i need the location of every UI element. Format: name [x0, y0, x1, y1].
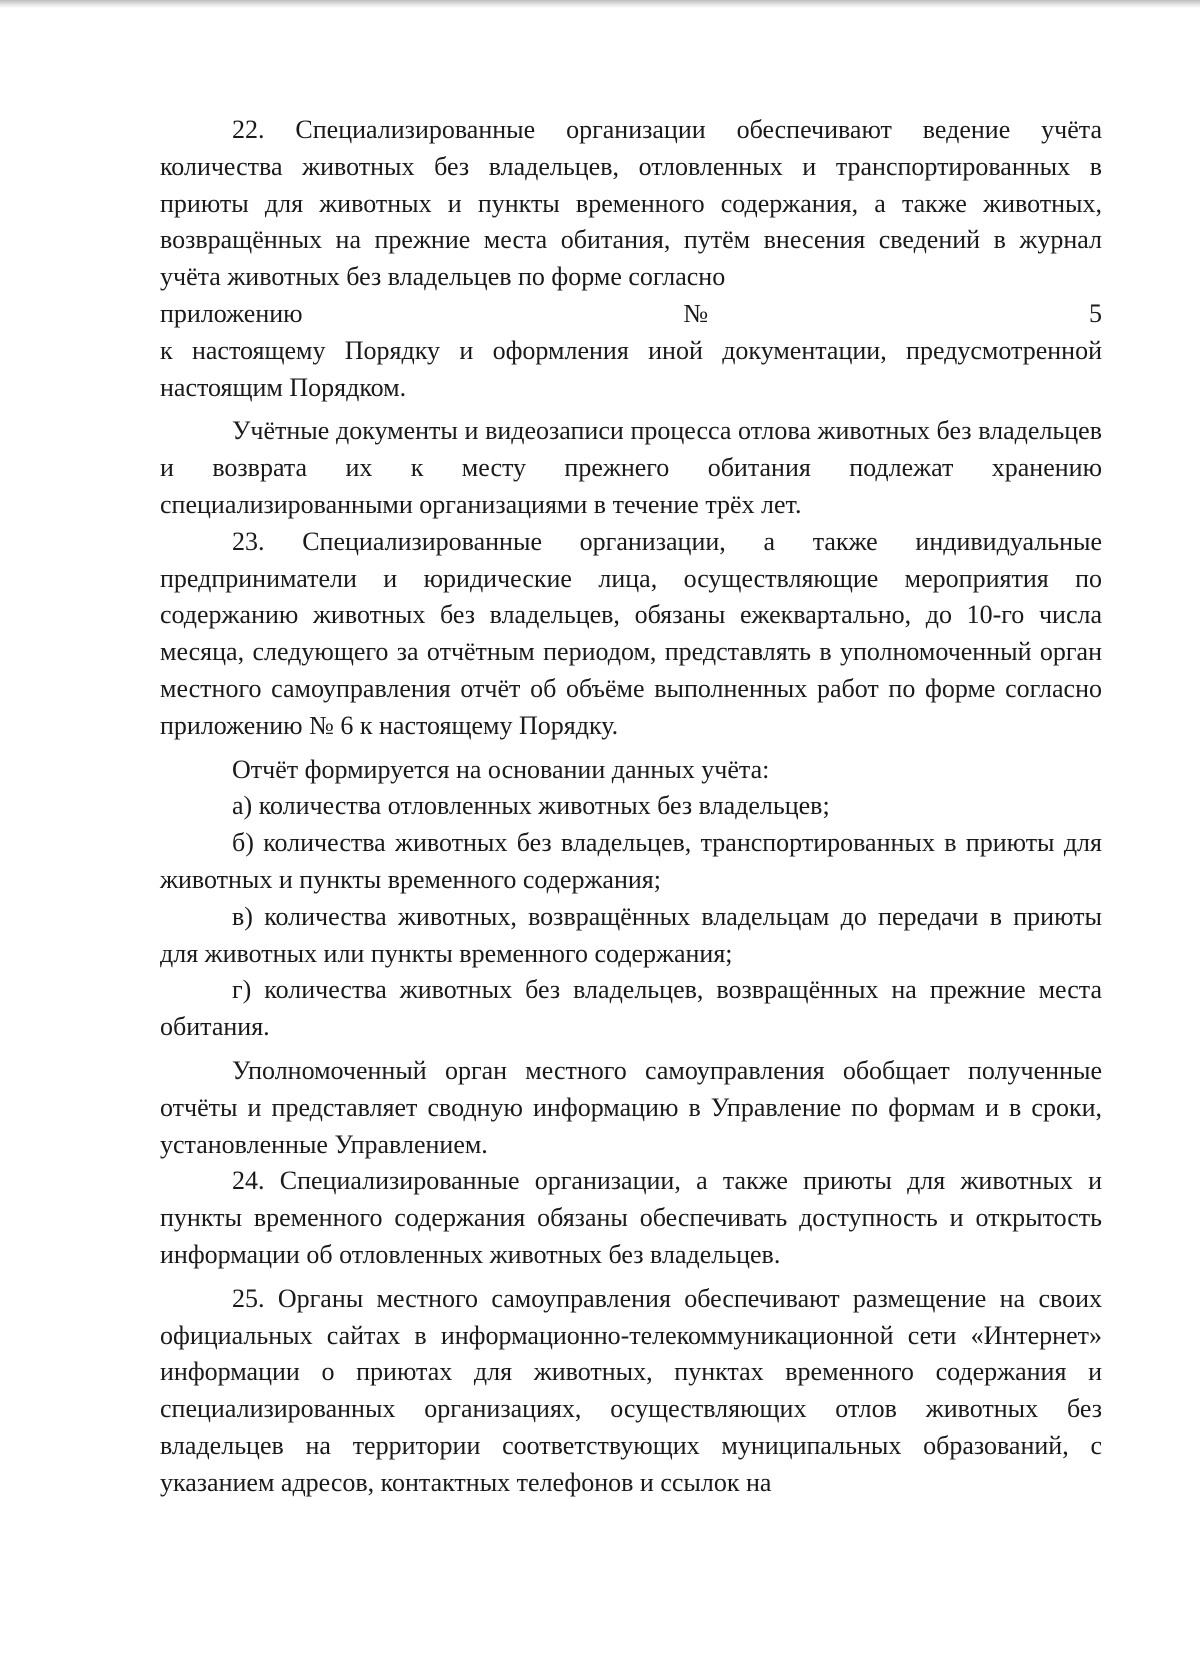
document-page [160, 112, 1102, 1501]
paragraph-22: 22. Специализированные организации обеспечивают ведение учёта количества животных без владельцев, отловленных и транспортированных в приюты для животных и пункты временного содержания, а также животных, возвращённых на прежние места обитания, путём внесения сведений в журнал учёта животных без владельцев по форме согласно [160, 115, 1102, 292]
list-item-b: б) количества животных без владельцев, транспортированных в приюты для животных и пункты временного содержания; [160, 828, 1102, 894]
scan-edge-shadow [0, 0, 1200, 8]
split-number-sign: № [683, 298, 709, 328]
split-appendix-number: 5 [1088, 298, 1102, 328]
list-item-a: а) количества отловленных животных без владельцев; [232, 791, 830, 821]
paragraph-22-split-line [160, 296, 1102, 333]
split-word-appendix: приложению [160, 298, 303, 328]
paragraph-22-records: Учётные документы и видеозаписи процесса отлова животных без владельцев и возврата их к месту прежнего обитания подлежат хранению специализированными организациями в течение трёх лет. [160, 416, 1102, 519]
paragraph-22-continuation: к настоящему Порядку и оформления иной документации, предусмотренной настоящим Порядком. [160, 335, 1102, 402]
paragraph-23-report-intro: Отчёт формируется на основании данных учёта: [232, 754, 770, 784]
paragraph-23-summary: Уполномоченный орган местного самоуправления обобщает полученные отчёты и представляет сводную информацию в Управление по формам и в сроки, установленные Управлением. [160, 1055, 1102, 1159]
paragraph-23: 23. Специализированные организации, а также индивидуальные предприниматели и юридические лица, осуществляющие мероприятия по содержанию животных без владельцев, обязаны ежеквартально, до 10-го числа месяца, следующего за отчётным периодом, представлять в уполномоченный орган местного самоуправления отчёт об объёме выполненных работ по форме согласно приложению № 6 к настоящему Порядку. [160, 526, 1102, 740]
paragraph-25: 25. Органы местного самоуправления обеспечивают размещение на своих официальных сайтах в информационно-телекоммуникационной сети «Интернет» информации о приютах для животных, пунктах временного содержания и специализированных организациях, осуществляющих отлов животных без владельцев на территории соответствующих муниципальных образований, с указанием адресов, контактных телефонов и ссылок на [160, 1283, 1102, 1497]
list-item-c: в) количества животных, возвращённых владельцам до передачи в приюты для животных или пункты временного содержания; [160, 901, 1102, 968]
list-item-d: г) количества животных без владельцев, возвращённых на прежние места обитания. [160, 975, 1102, 1042]
paragraph-24: 24. Специализированные организации, а также приюты для животных и пункты временного содержания обязаны обеспечивать доступность и открытость информации об отловленных животных без владельцев. [160, 1166, 1102, 1269]
